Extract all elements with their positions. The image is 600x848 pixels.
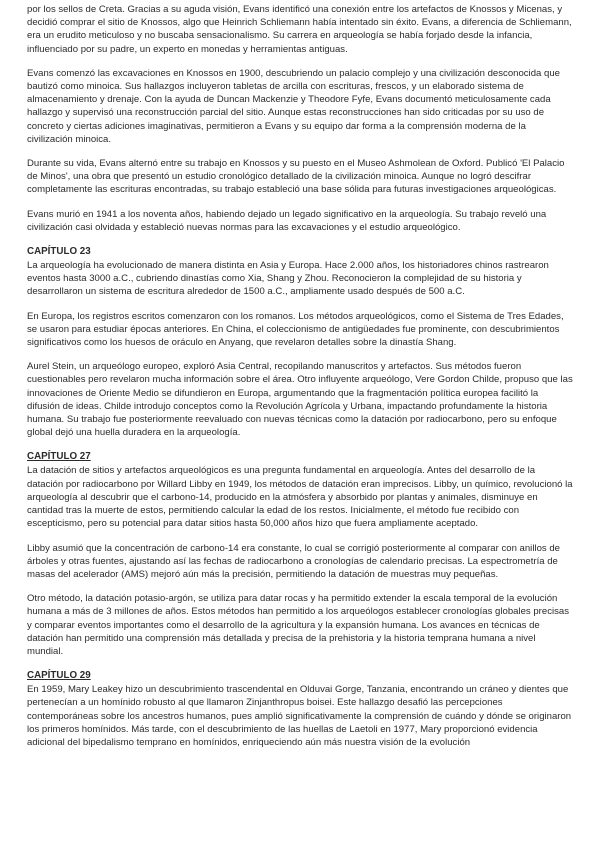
paragraph: Libby asumió que la concentración de carbono-14 era constante, lo cual se corrigió posteriormente al comparar con anillos de árboles y otras fuentes, ajustando así las fechas de radiocarbono a cronologías de calendario precisas. La espectrometría de masas del acelerador (AMS) mejoró aún más la precisión, permitiendo la datación de muestras muy pequeñas. xyxy=(27,542,560,580)
paragraph: por los sellos de Creta. Gracias a su aguda visión, Evans identificó una conexión entre los artefactos de Knossos y Micenas, y decidió comprar el sitio de Knossos, algo que Heinrich Schliemann había intentado sin éxito. Evans, a diferencia de Schliemann, era un erudito meticuloso y no buscaba sensacionalismo. Su carrera en arqueología se había forjado desde la infancia, influenciado por su padre, un experto en monedas y herramientas antiguas. xyxy=(27,4,572,55)
paragraph: Durante su vida, Evans alternó entre su trabajo en Knossos y su puesto en el Museo Ashmolean de Oxford. Publicó 'El Palacio de Minos', una obra que presentó un estudio cronológico detallado de la civilización minoica. Aunque no logró descifrar completamente las escrituras encontradas, su trabajo estableció una base sólida para futuras investigaciones arqueológicas. xyxy=(27,158,565,196)
paragraph: La arqueología ha evolucionado de manera distinta en Asia y Europa. Hace 2.000 años, los historiadores chinos rastrearon eventos hasta 3000 a.C., cubriendo dinastías como Xia, Shang y Zhou. Reconocieron la complejidad de su historia y desarrollaron un sistema de escritura alrededor de 1500 a.C., ampliamente usado después de 500 a.C. xyxy=(27,260,549,298)
paragraph: Aurel Stein, un arqueólogo europeo, exploró Asia Central, recopilando manuscritos y artefactos. Sus métodos fueron cuestionables pero revelaron mucha información sobre el área. Otro influyente arqueólogo, Vere Gordon Childe, propuso que las innovaciones de Oriente Medio se difundieron en Europa, argumentando que la fragmentación política europea facilitó la difusión de ideas. Childe introdujo conceptos como la Revolución Agrícola y Urbana, impactando profundamente la historia humana. Su trabajo fue posteriormente reevaluado con nuevas técnicas como la datación por radiocarbono, pero su enfoque global dejó una huella duradera en la arqueología. xyxy=(27,361,573,439)
chapter-23-heading: CAPÍTULO 23 xyxy=(27,246,91,258)
chapter-29-heading: CAPÍTULO 29 xyxy=(27,670,91,682)
paragraph: En 1959, Mary Leakey hizo un descubrimiento trascendental en Olduvai Gorge, Tanzania, encontrando un cráneo y dientes que pertenecían a un homínido robusto al que llamaron Zinjanthropus boisei. Este hallazgo desafió las percepciones contemporáneas sobre los ancestros humanos, pues amplió significativamente la comprensión de cuándo y dónde se originaron los primeros homínidos. Más tarde, con el descubrimiento de las huellas de Laetoli en 1977, Mary proporcionó evidencia adicional del bipedalismo temprano en homínidos, enriqueciendo aún más nuestra visión de la evolución xyxy=(27,684,572,748)
paragraph: Evans murió en 1941 a los noventa años, habiendo dejado un legado significativo en la arqueología. Su trabajo reveló una civilización casi olvidada y estableció nuevas normas para las excavaciones y el estudio arqueológico. xyxy=(27,208,547,233)
document-body xyxy=(27,3,573,760)
paragraph: Otro método, la datación potasio-argón, se utiliza para datar rocas y ha permitido extender la escala temporal de la evolución humana a más de 3 millones de años. Estos métodos han permitido a los arqueólogos establecer cronologías globales precisas y comparar eventos importantes como el desarrollo de la agricultura y la expansión humana. Los avances en técnicas de datación han permitido una comprensión más detallada y precisa de la prehistoria y la historia temprana humana a nivel mundial. xyxy=(27,593,569,657)
paragraph: La datación de sitios y artefactos arqueológicos es una pregunta fundamental en arqueología. Antes del desarrollo de la datación por radiocarbono por Willard Libby en 1949, los métodos de datación eran imprecisos. Libby, un químico, revolucionó la arqueología al descubrir que el carbono-14, producido en la atmósfera y absorbido por plantas y animales, disminuye en cantidad tras la muerte de estos, permitiendo calcular la edad de los restos. Inicialmente, el método fue recibido con escepticismo, pero su potencial para datar sitios hasta 50,000 años hizo que fuera ampliamente aceptado. xyxy=(27,465,573,530)
chapter-27-heading: CAPÍTULO 27 xyxy=(27,451,91,463)
paragraph: En Europa, los registros escritos comenzaron con los romanos. Los métodos arqueológicos, como el Sistema de Tres Edades, se usaron para estudiar épocas anteriores. En China, el coleccionismo de antigüedades fue prominente, con descubrimientos significativos como los huesos de oráculo en Anyang, que revelaron detalles sobre la dinastía Shang. xyxy=(27,310,564,349)
paragraph: Evans comenzó las excavaciones en Knossos en 1900, descubriendo un palacio complejo y una civilización desconocida que bautizó como minoica. Sus hallazgos incluyeron tabletas de arcilla con escrituras, frescos, y un elaborado sistema de almacenamiento y drenaje. Con la ayuda de Duncan Mackenzie y Theodore Fyfe, Evans documentó meticulosamente cada hallazgo y supervisó una reconstrucción parcial del sitio. Aunque estas reconstrucciones han sido criticadas por su uso de concreto y ciertas adiciones imaginativas, permitieron a Evans y su equipo dar forma a la comprensión moderna de la civilización minoica. xyxy=(27,67,560,145)
